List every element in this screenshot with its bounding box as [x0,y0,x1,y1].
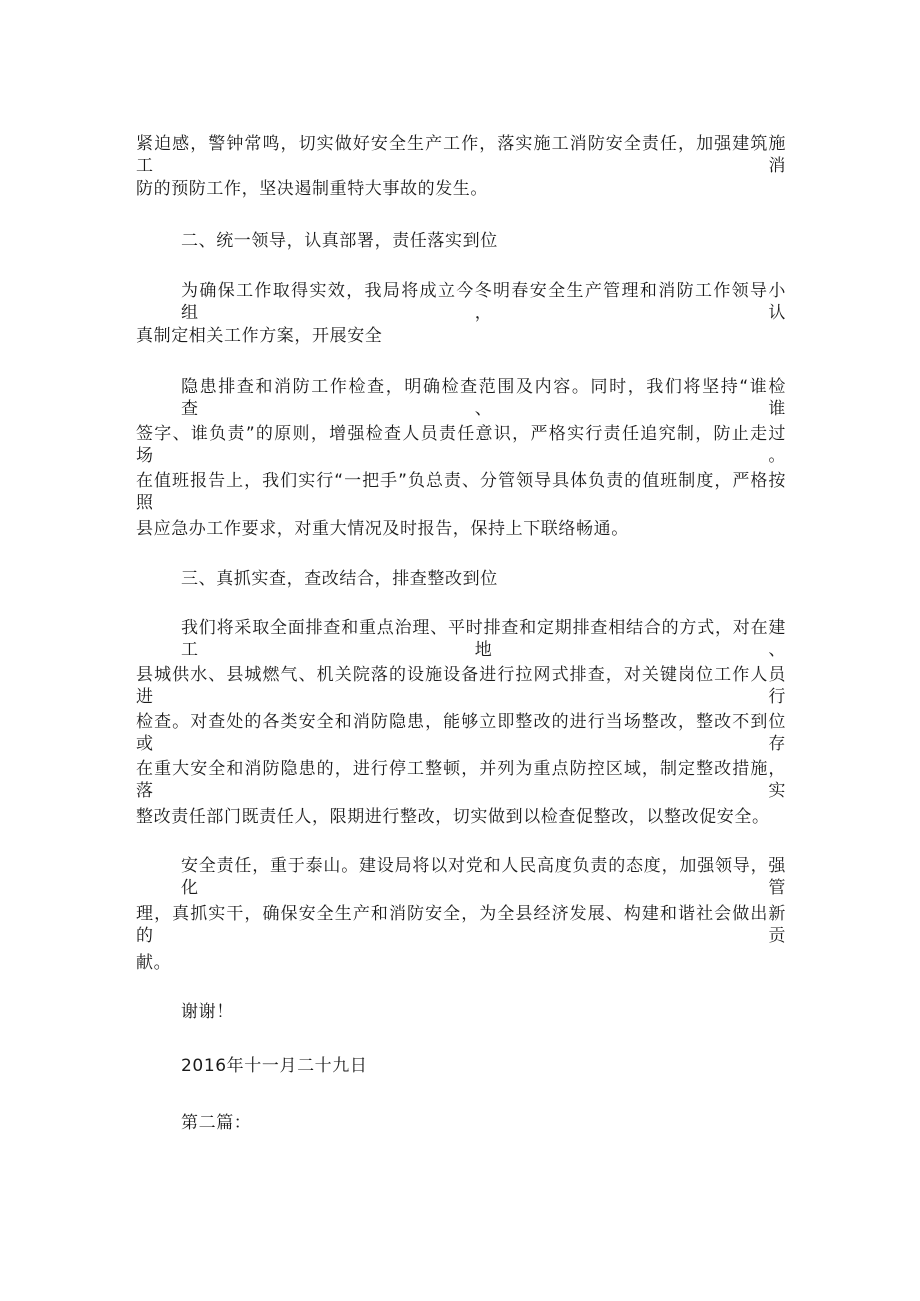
closing-date: 2016年十一月二十九日 [181,1056,368,1076]
paragraph-3-line-2: 签字、谁负责”的原则，增强检查人员责任意识，严格实行责任追究制，防止走过场。 [136,424,786,466]
paragraph-4-line-1: 我们将采取全面排查和重点治理、平时排查和定期排查相结合的方式，对在建工地、 [181,618,786,660]
paragraph-5-line-1: 安全责任，重于泰山。建设局将以对党和人民高度负责的态度，加强领导，强化管 [181,856,786,898]
closing-thanks: 谢谢！ [181,1002,234,1022]
paragraph-2-line-1: 为确保工作取得实效，我局将成立今冬明春安全生产管理和消防工作领导小组，认 [181,281,786,323]
paragraph-4-line-5: 整改责任部门既责任人，限期进行整改，切实做到以检查促整改，以整改促安全。 [136,807,770,827]
next-part-heading: 第二篇： [181,1113,252,1133]
paragraph-5-line-2: 理，真抓实干，确保安全生产和消防安全，为全县经济发展、构建和谐社会做出新的贡 [136,904,786,946]
paragraph-1-line-2: 防的预防工作，坚决遏制重特大事故的发生。 [136,179,488,199]
section-heading-3: 三、真抓实查，查改结合，排查整改到位 [181,569,498,589]
paragraph-2-line-2: 真制定相关工作方案，开展安全 [136,326,383,346]
paragraph-4-line-4: 在重大安全和消防隐患的，进行停工整顿，并列为重点防控区域，制定整改措施，落实 [136,759,786,801]
paragraph-4-line-2: 县城供水、县城燃气、机关院落的设施设备进行拉网式排查，对关键岗位工作人员进行 [136,665,786,707]
paragraph-3-line-4: 县应急办工作要求，对重大情况及时报告，保持上下联络畅通。 [136,519,629,539]
paragraph-3-line-3: 在值班报告上，我们实行“一把手”负总责、分管领导具体负责的值班制度，严格按照 [136,471,786,513]
paragraph-5-line-3: 献。 [136,953,172,973]
paragraph-1-line-1: 紧迫感，警钟常鸣，切实做好安全生产工作，落实施工消防安全责任，加强建筑施工消 [136,134,786,176]
paragraph-3-line-1: 隐患排查和消防工作检查，明确检查范围及内容。同时，我们将坚持“谁检查、谁 [181,377,786,419]
paragraph-4-line-3: 检查。对查处的各类安全和消防隐患，能够立即整改的进行当场整改，整改不到位或存 [136,712,786,754]
section-heading-2: 二、统一领导，认真部署，责任落实到位 [181,231,498,251]
